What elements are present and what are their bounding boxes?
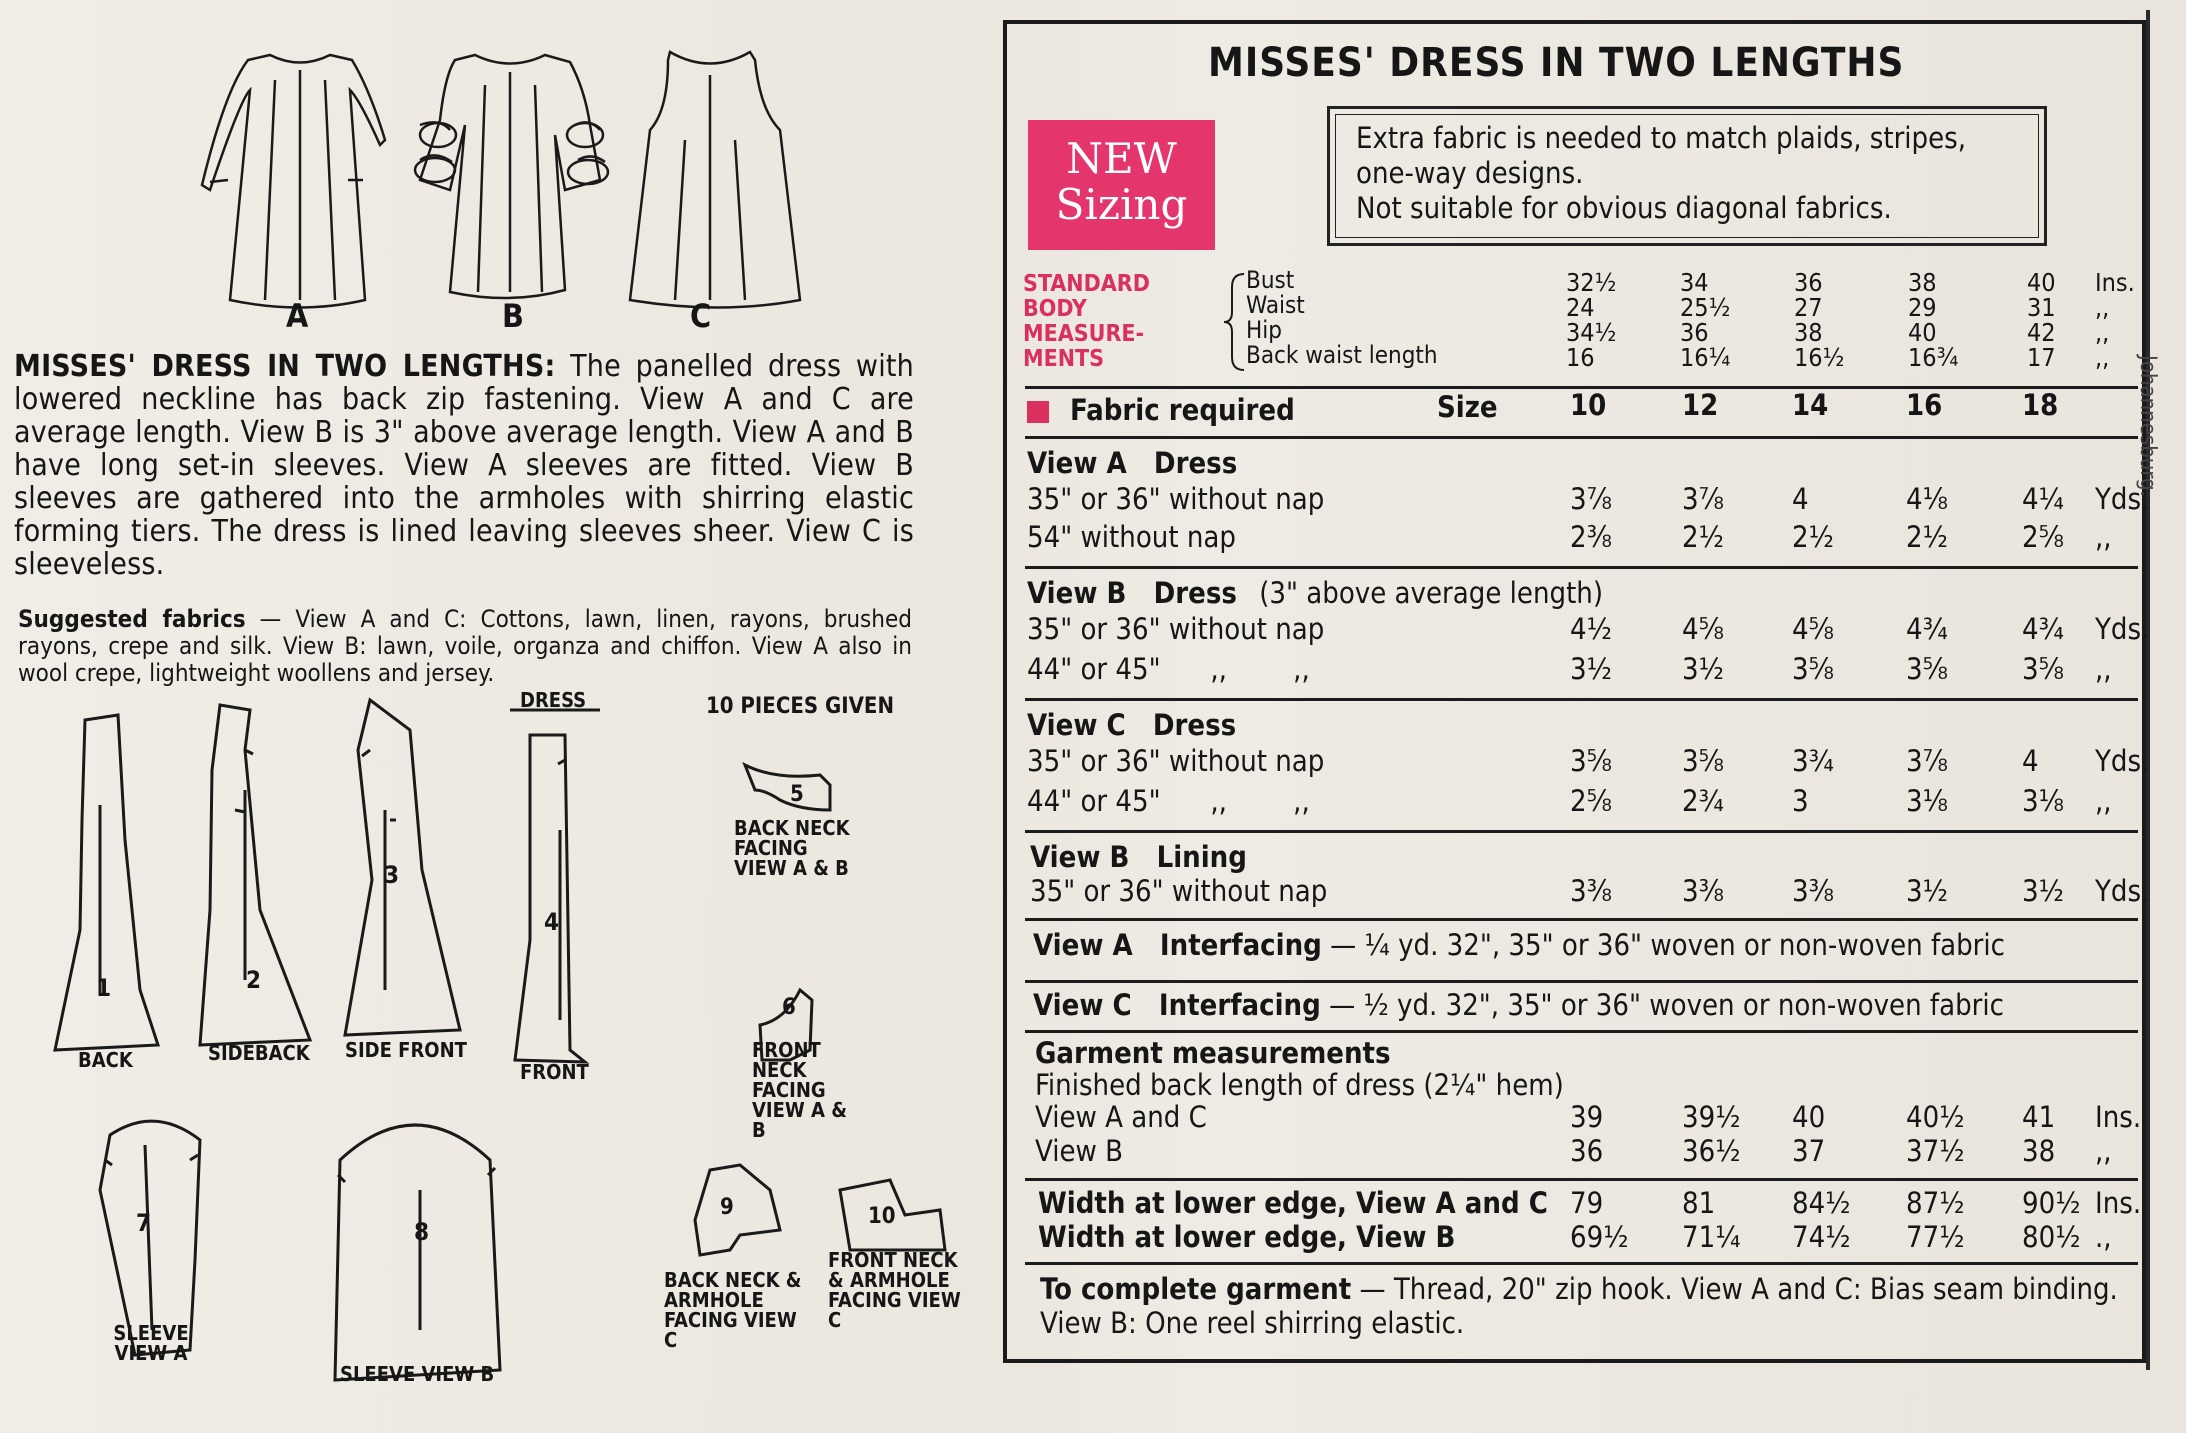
row-value: 81: [1682, 1186, 1716, 1220]
row-value: 4¾: [1906, 612, 1948, 646]
row-value: 77½: [1906, 1220, 1965, 1254]
row-value: 80½: [2022, 1220, 2081, 1254]
row-value: 3¾: [1792, 744, 1834, 778]
row-value: 84½: [1792, 1186, 1851, 1220]
row-unit: ,,: [2095, 784, 2112, 818]
meas-value: 34½: [1566, 318, 1617, 347]
meas-value: 32½: [1566, 268, 1617, 297]
piece-4-shape: [515, 735, 585, 1062]
piece-8-shape: [335, 1125, 500, 1380]
meas-value: 29: [1908, 293, 1937, 322]
meas-name-back-waist: Back waist length: [1246, 341, 1438, 369]
garment-measurements-sub: Finished back length of dress (2¼" hem): [1035, 1068, 1564, 1102]
std-label-line: BODY: [1023, 296, 1087, 322]
complete-garment-text: — Thread, 20" zip hook. View A and C: Bias seam binding.: [1359, 1272, 2118, 1306]
row-unit: Yds.: [2095, 482, 2150, 516]
row-value: 4⅛: [1906, 482, 1948, 516]
pieces-count: 10 PIECES GIVEN: [706, 694, 895, 719]
piece-3-number: 3: [384, 861, 400, 889]
meas-value: 40: [1908, 318, 1937, 347]
meas-value: 25½: [1680, 293, 1731, 322]
note-line-3: Not suitable for obvious diagonal fabrics.: [1356, 191, 1892, 225]
meas-unit: ,,: [2095, 318, 2110, 347]
piece-8-label: SLEEVE VIEW B: [340, 1362, 495, 1386]
piece-1-label: BACK: [78, 1048, 133, 1072]
meas-unit: ,,: [2095, 293, 2110, 322]
row-value: 40½: [1906, 1100, 1965, 1134]
row-value: 39½: [1682, 1100, 1741, 1134]
rule: [1025, 830, 2138, 833]
side-imprint: Johannesburg.: [2135, 355, 2160, 497]
complete-garment-line-2: View B: One reel shirring elastic.: [1040, 1306, 1465, 1340]
piece-3-label: SIDE FRONT: [345, 1038, 467, 1062]
row-label: 35" or 36" without nap: [1027, 482, 1325, 516]
row-unit: ,,: [2095, 1134, 2112, 1168]
description-title: MISSES' DRESS IN TWO LENGTHS:: [14, 349, 556, 384]
meas-unit: Ins.: [2095, 268, 2135, 297]
rule: [1025, 566, 2138, 569]
view-b-dress-heading-row: [1027, 576, 1603, 610]
row-label: 44" or 45" ,, ,,: [1027, 784, 1310, 818]
fabric-note: [1335, 114, 2039, 238]
view-a-dress-heading: View A Dress: [1027, 446, 1238, 480]
row-value: 3⅝: [1570, 744, 1612, 778]
rule: [1025, 436, 2138, 439]
frame-edge: [2146, 10, 2150, 1370]
piece-7-number: 7: [136, 1209, 152, 1237]
row-label: 35" or 36" without nap: [1030, 874, 1328, 908]
view-b-dress-heading: View B Dress: [1027, 576, 1237, 610]
piece-5-label: BACK NECK FACING VIEW A & B: [734, 816, 850, 880]
row-value: 90½: [2022, 1186, 2081, 1220]
row-value: 4: [2022, 744, 2039, 778]
meas-value: 38: [1908, 268, 1937, 297]
rule: [1025, 918, 2138, 921]
piece-7-label: SLEEVE VIEW A: [113, 1321, 189, 1365]
meas-value: 40: [2027, 268, 2056, 297]
row-unit: Yds.: [2095, 612, 2150, 646]
piece-10-number: 10: [868, 1204, 896, 1229]
row-value: 39: [1570, 1100, 1604, 1134]
interfacing-a-text: — ¼ yd. 32", 35" or 36" woven or non-woven fabric: [1330, 928, 2005, 962]
row-value: 37½: [1906, 1134, 1965, 1168]
row-value: 2½: [1682, 520, 1724, 554]
row-value: 4⅝: [1792, 612, 1834, 646]
description-body: The panelled dress with lowered neckline has back zip fastening. View A and C are average length. View B is 3" above average length. View A and B have long set-in sleeves. View A sleeves are fitted. View B sleeves are gathered into the armholes with shirring elastic forming tiers. The dress is lined leaving sleeves sheer. View C is sleeveless.: [14, 349, 914, 582]
interfacing-a-row: [1033, 928, 2005, 962]
row-value: 74½: [1792, 1220, 1851, 1254]
piece-9-shape: [695, 1165, 780, 1255]
size-header: 16: [1906, 388, 1943, 422]
row-value: 37: [1792, 1134, 1826, 1168]
sketch-label-a: A: [286, 297, 309, 335]
meas-value: 27: [1794, 293, 1823, 322]
meas-unit: ,,: [2095, 343, 2110, 372]
row-label: Width at lower edge, View B: [1038, 1220, 1456, 1254]
sketch-view-c: [630, 52, 800, 308]
badge-line-2: Sizing: [1055, 180, 1188, 229]
piece-9-number: 9: [720, 1195, 734, 1220]
piece-10-label: FRONT NECK & ARMHOLE FACING VIEW C: [828, 1248, 961, 1332]
row-value: 40: [1792, 1100, 1826, 1134]
meas-name-waist: Waist: [1246, 291, 1305, 319]
row-value: 4: [1792, 482, 1809, 516]
pattern-description: [14, 350, 914, 581]
row-value: 2⅜: [1570, 520, 1612, 554]
piece-6-label: FRONT NECK FACING VIEW A & B: [752, 1038, 847, 1142]
meas-value: 24: [1566, 293, 1595, 322]
fabric-required-label: Fabric required: [1070, 393, 1295, 427]
row-value: 3⅝: [1682, 744, 1724, 778]
new-sizing-badge: [1028, 120, 1215, 250]
row-value: 4¼: [2022, 482, 2064, 516]
piece-3-shape: [345, 700, 460, 1035]
measurement-brace: [1222, 272, 1246, 372]
row-value: 2½: [1792, 520, 1834, 554]
piece-1-number: 1: [96, 974, 112, 1002]
meas-name-hip: Hip: [1246, 316, 1282, 344]
view-b-lining-heading: View B Lining: [1030, 840, 1247, 874]
meas-value: 16½: [1794, 343, 1845, 372]
interfacing-c-label: View C Interfacing: [1033, 988, 1321, 1022]
interfacing-c-row: [1033, 988, 2004, 1022]
size-label: Size: [1437, 390, 1498, 424]
row-value: 36½: [1682, 1134, 1741, 1168]
meas-value: 42: [2027, 318, 2056, 347]
row-value: 3: [1792, 784, 1809, 818]
row-value: 3⅜: [1792, 874, 1834, 908]
row-value: 79: [1570, 1186, 1604, 1220]
meas-value: 36: [1794, 268, 1823, 297]
row-value: 3⅞: [1906, 744, 1948, 778]
row-unit: Ins.: [2095, 1186, 2142, 1220]
view-b-heading-note: (3" above average length): [1259, 576, 1604, 610]
row-value: 71¼: [1682, 1220, 1741, 1254]
row-unit: ,,: [2095, 520, 2112, 554]
piece-2-label: SIDEBACK: [208, 1041, 310, 1065]
rule: [1025, 698, 2138, 701]
row-label: 35" or 36" without nap: [1027, 744, 1325, 778]
meas-value: 16¾: [1908, 343, 1959, 372]
row-label: View A and C: [1035, 1100, 1207, 1134]
meas-value: 31: [2027, 293, 2056, 322]
meas-name-bust: Bust: [1246, 266, 1295, 294]
row-value: 2⅝: [2022, 520, 2064, 554]
row-value: 2⅝: [1570, 784, 1612, 818]
sketch-label-c: C: [690, 297, 712, 335]
rule: [1025, 1262, 2138, 1265]
sketch-label-b: B: [502, 297, 524, 335]
table-title: MISSES' DRESS IN TWO LENGTHS: [1208, 40, 1905, 86]
size-header: 10: [1570, 388, 1607, 422]
note-line-1: Extra fabric is needed to match plaids, stripes,: [1356, 121, 1967, 155]
row-label: 35" or 36" without nap: [1027, 612, 1325, 646]
row-value: 3⅞: [1682, 482, 1724, 516]
meas-value: 17: [2027, 343, 2056, 372]
complete-garment-line-1: [1040, 1272, 2118, 1306]
piece-4-label: FRONT: [520, 1060, 589, 1084]
measurement-names: [1246, 268, 1438, 368]
row-unit: Ins.: [2095, 1100, 2142, 1134]
standard-body-measurements-label: [1023, 272, 1150, 372]
piece-5-shape: [745, 765, 830, 810]
row-unit: ,,: [2095, 652, 2112, 686]
row-value: 3⅝: [1792, 652, 1834, 686]
interfacing-c-text: — ½ yd. 32", 35" or 36" woven or non-woven fabric: [1329, 988, 2004, 1022]
meas-value: 34: [1680, 268, 1709, 297]
meas-value: 16: [1566, 343, 1595, 372]
size-header: 12: [1682, 388, 1719, 422]
piece-5-number: 5: [790, 782, 804, 807]
row-label: Width at lower edge, View A and C: [1038, 1186, 1548, 1220]
row-value: 87½: [1906, 1186, 1965, 1220]
row-value: 41: [2022, 1100, 2056, 1134]
std-label-line: STANDARD: [1023, 271, 1150, 297]
row-value: 3½: [1570, 652, 1612, 686]
row-unit: Yds.: [2095, 744, 2150, 778]
row-label: View B: [1035, 1134, 1124, 1168]
row-value: 4¾: [2022, 612, 2064, 646]
row-value: 3⅝: [1906, 652, 1948, 686]
row-unit: .,: [2095, 1220, 2112, 1254]
row-value: 38: [2022, 1134, 2056, 1168]
garment-measurements-heading: Garment measurements: [1035, 1036, 1391, 1070]
rule: [1025, 1030, 2138, 1033]
view-c-dress-heading: View C Dress: [1027, 708, 1237, 742]
dress-sketches: [180, 30, 980, 340]
interfacing-a-label: View A Interfacing: [1033, 928, 1322, 962]
piece-4-number: 4: [544, 908, 560, 936]
rule: [1025, 1178, 2138, 1181]
row-value: 3⅛: [1906, 784, 1948, 818]
row-unit: Yds.: [2095, 874, 2150, 908]
piece-2-number: 2: [246, 966, 262, 994]
row-value: 4⅝: [1682, 612, 1724, 646]
std-label-line: MENTS: [1023, 346, 1105, 372]
row-value: 3⅛: [2022, 784, 2064, 818]
badge-line-1: NEW: [1066, 134, 1177, 183]
row-value: 3⅝: [2022, 652, 2064, 686]
pieces-dress-header: DRESS: [520, 688, 587, 712]
note-line-2: one-way designs.: [1356, 156, 1584, 190]
row-value: 2¾: [1682, 784, 1724, 818]
size-header: 18: [2022, 388, 2059, 422]
row-value: 3⅜: [1682, 874, 1724, 908]
rule: [1025, 980, 2138, 983]
std-label-line: MEASURE-: [1023, 321, 1145, 347]
suggested-fabrics-label: Suggested fabrics: [18, 605, 246, 633]
fabric-square-icon: [1027, 401, 1049, 423]
suggested-fabrics: [18, 606, 912, 687]
row-label: 54" without nap: [1027, 520, 1236, 554]
row-value: 3⅜: [1570, 874, 1612, 908]
meas-value: 36: [1680, 318, 1709, 347]
meas-value: 16¼: [1680, 343, 1731, 372]
row-value: 2½: [1906, 520, 1948, 554]
row-value: 3⅞: [1570, 482, 1612, 516]
size-header: 14: [1792, 388, 1829, 422]
piece-8-number: 8: [414, 1218, 430, 1246]
complete-garment-label: To complete garment: [1040, 1272, 1352, 1306]
meas-value: 38: [1794, 318, 1823, 347]
row-label: 44" or 45" ,, ,,: [1027, 652, 1310, 686]
row-value: 3½: [1682, 652, 1724, 686]
piece-2-shape: [200, 705, 310, 1045]
row-value: 4½: [1570, 612, 1612, 646]
piece-6-number: 6: [782, 995, 796, 1020]
piece-9-label: BACK NECK & ARMHOLE FACING VIEW C: [664, 1268, 802, 1352]
row-value: 3½: [1906, 874, 1948, 908]
row-value: 69½: [1570, 1220, 1629, 1254]
suggested-fabrics-body: — View A and C: Cottons, lawn, linen, rayons, brushed rayons, crepe and silk. View B: lawn, voile, organza and chiffon. View A also in wool crepe, lightweight woollens and jersey.: [18, 605, 912, 687]
row-value: 3½: [2022, 874, 2064, 908]
row-value: 36: [1570, 1134, 1604, 1168]
